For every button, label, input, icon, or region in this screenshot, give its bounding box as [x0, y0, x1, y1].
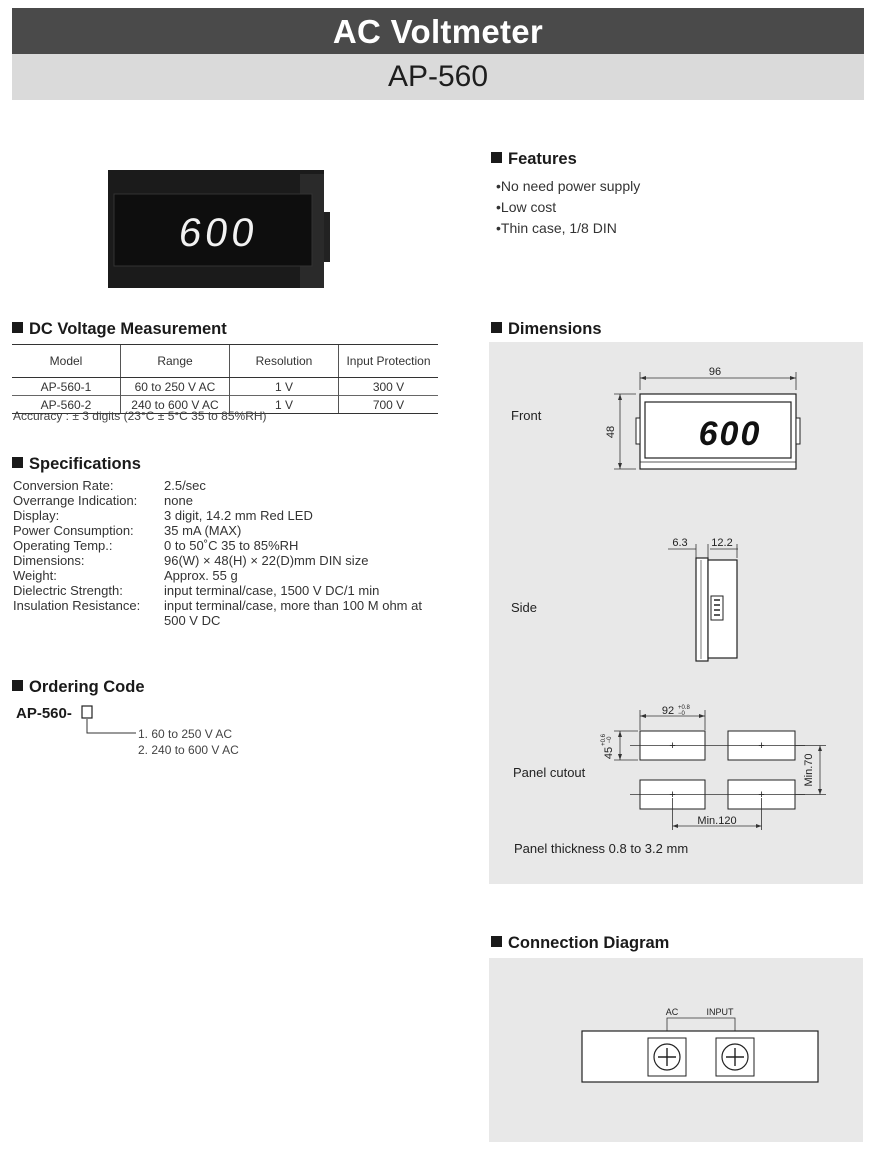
spec-row: Operating Temp.: 0 to 50˚C 35 to 85%RH [13, 538, 299, 553]
side-view-label: Side [511, 600, 538, 615]
spec-row: Weight: Approx. 55 g [13, 568, 238, 583]
front-width-dim: 96 [708, 366, 722, 378]
spec-row: Power Consumption: 35 mA (MAX) [13, 523, 242, 538]
terminal-screw-icon [648, 1038, 686, 1076]
list-item: •Thin case, 1/8 DIN [496, 220, 617, 236]
input-label: INPUT [706, 1007, 734, 1017]
specifications-title: Specifications [12, 455, 141, 474]
table-row: AP-560-2 240 to 600 V AC 1 V 700 V [12, 396, 438, 414]
cutout-pitch-h-dim: Min.120 [697, 815, 737, 827]
specifications-list [13, 478, 439, 628]
connection-diagram-title: Connection Diagram [491, 934, 669, 953]
svg-text:+0.8: +0.8 [678, 705, 690, 711]
panel-cutout-drawing [600, 700, 830, 832]
column-header: Resolution [230, 345, 339, 378]
spec-row: Display: 3 digit, 14.2 mm Red LED [13, 508, 313, 523]
ac-label: AC [665, 1007, 679, 1017]
panel-thickness-note: Panel thickness 0.8 to 3.2 mm [514, 841, 689, 856]
connection-diagram [578, 1000, 824, 1090]
model-number: AP-560 [12, 54, 864, 100]
side-view-drawing [660, 530, 760, 670]
front-view-label: Front [511, 408, 542, 423]
list-item: 1. 60 to 250 V AC [138, 727, 233, 741]
features-title: Features [491, 150, 577, 169]
front-display-reading: 600 [698, 415, 762, 453]
product-photo [100, 160, 340, 295]
front-height-dim: 48 [605, 425, 617, 439]
list-item: •Low cost [496, 199, 557, 215]
column-header: Input Protection [339, 345, 439, 378]
terminal-screw-icon [716, 1038, 754, 1076]
panel-cutout-label: Panel cutout [513, 765, 586, 780]
photo-display-reading: 600 [176, 210, 262, 255]
dc-measurement-title: DC Voltage Measurement [12, 320, 227, 339]
ordering-code: AP-560- [16, 705, 72, 722]
side-dim-a: 6.3 [672, 537, 688, 549]
svg-text:−0: −0 [678, 711, 685, 717]
features-list [496, 176, 640, 239]
svg-text:+: + [669, 740, 676, 752]
list-item: 2. 240 to 600 V AC [138, 743, 239, 757]
svg-text:+: + [758, 740, 765, 752]
cutout-width-dim: 92 [661, 705, 675, 717]
spec-row: Conversion Rate: 2.5/sec [13, 478, 206, 493]
table-row: AP-560-1 60 to 250 V AC 1 V 300 V [12, 378, 438, 396]
svg-text:+: + [669, 789, 676, 801]
list-item: •No need power supply [496, 178, 641, 194]
ordering-options [138, 726, 239, 758]
cutout-height-dim: 45 [603, 746, 615, 760]
svg-text:−0: −0 [607, 736, 613, 744]
ordering-code-title: Ordering Code [12, 678, 145, 697]
dimensions-title: Dimensions [491, 320, 602, 339]
svg-text:+0.6: +0.6 [601, 734, 607, 746]
spec-row: Dimensions: 96(W) × 48(H) × 22(D)mm DIN size [13, 553, 369, 568]
column-header: Range [121, 345, 230, 378]
table-header-row [12, 345, 438, 378]
side-dim-b: 12.2 [711, 537, 733, 549]
spec-row: Insulation Resistance: input terminal/case, more than 100 M ohm at 500 V DC [13, 598, 422, 628]
svg-text:+: + [758, 789, 765, 801]
ordering-code-bracket [78, 704, 138, 740]
spec-row: Dielectric Strength: input terminal/case, 1500 V DC/1 min [13, 583, 380, 598]
front-view-drawing [600, 362, 810, 474]
accuracy-note: Accuracy : ± 3 digits (23°C ± 5°C 35 to 85%RH) [13, 409, 267, 423]
spec-row: Overrange Indication: none [13, 493, 193, 508]
dc-measurement-table [12, 344, 438, 414]
column-header: Model [12, 345, 121, 378]
page-title: AC Voltmeter [12, 8, 864, 54]
cutout-pitch-v-dim: Min.70 [803, 753, 815, 787]
